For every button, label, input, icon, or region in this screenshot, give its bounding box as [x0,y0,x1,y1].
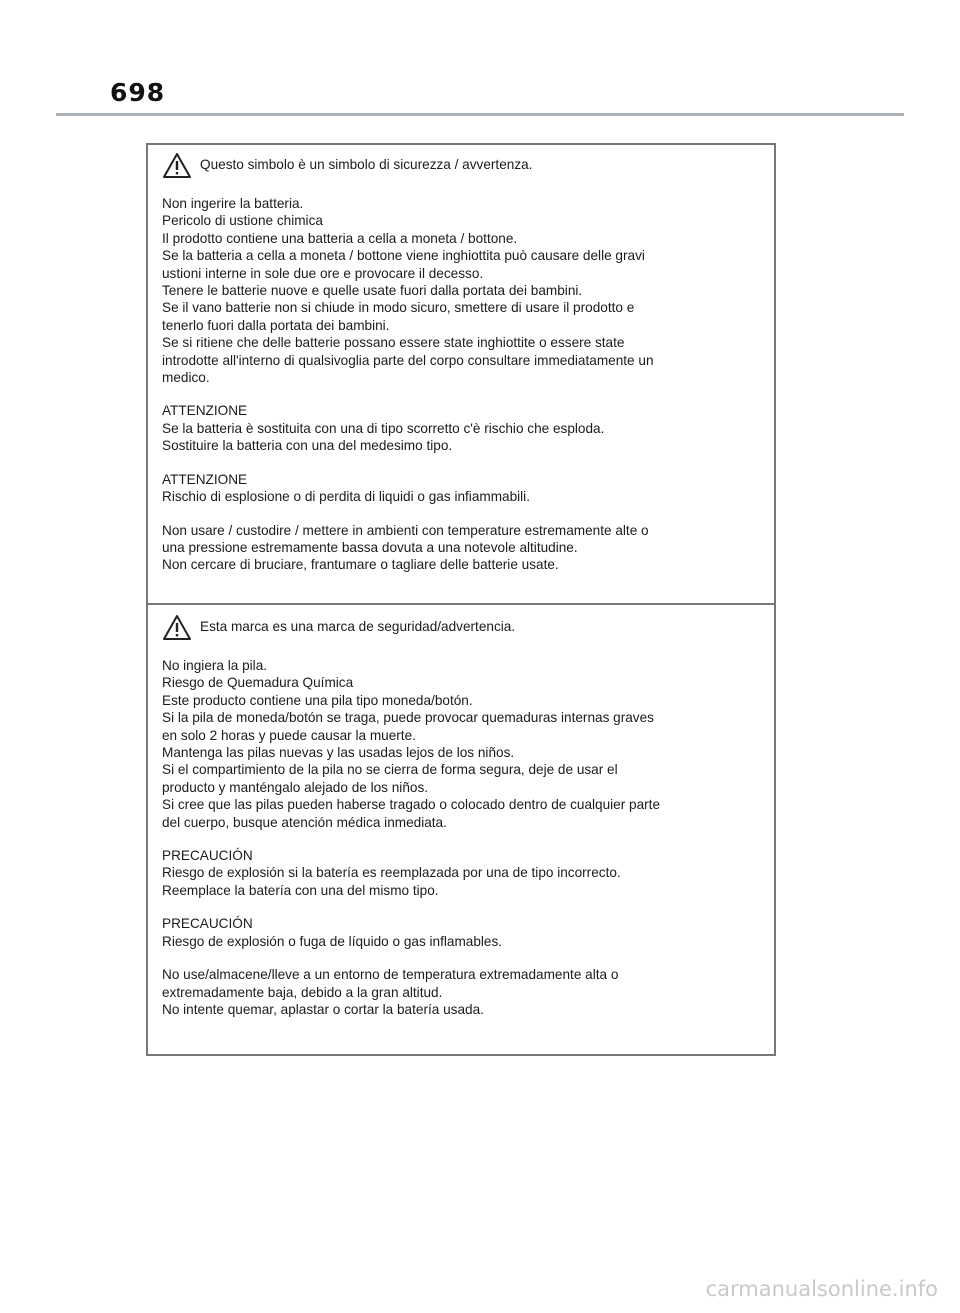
text-line: Tenere le batterie nuove e quelle usate fuori dalla portata dei bambini. [162,283,583,299]
text-line: del cuerpo, busque atención médica inmediata. [162,814,447,830]
text-line: Si cree que las pilas pueden haberse tragado o colocado dentro de cualquier parte [162,797,661,813]
text-line: ATTENZIONE [162,471,248,487]
text-line: Se il vano batterie non si chiude in modo sicuro, smettere di usare il prodotto e [162,300,635,316]
warning-header-italian [162,152,766,180]
header-divider [56,113,904,116]
text-line: en solo 2 horas y puede causar la muerte. [162,727,416,743]
text-line: No use/almacene/lleve a un entorno de temperatura extremadamente alta o [162,967,619,983]
text-line: tenerlo fuori dalla portata dei bambini. [162,317,390,333]
text-line: Si el compartimiento de la pila no se cierra de forma segura, deje de usar el [162,762,618,778]
text-line: medico. [162,370,210,386]
paragraph [162,966,766,1018]
text-line: No ingiera la pila. [162,658,268,673]
paragraph [162,657,766,831]
warning-header-spanish [162,614,766,642]
paragraph [162,471,766,506]
text-line: introdotte all'interno di qualsivoglia parte del corpo consultare immediatamente un [162,352,654,368]
text-line: Non cercare di bruciare, frantumare o tagliare delle batterie usate. [162,557,559,573]
text-line: extremadamente baja, debido a la gran altitud. [162,984,443,1000]
text-line: Il prodotto contiene una batteria a cella a moneta / bottone. [162,230,518,246]
text-line: Riesgo de explosión si la batería es reemplazada por una de tipo incorrecto. [162,865,621,881]
paragraph [162,915,766,950]
text-line: Non ingerire la batteria. [162,196,304,211]
text-line: Se si ritiene che delle batterie possano essere state inghiottite o essere state [162,335,625,351]
paragraph [162,522,766,574]
text-line: PRECAUCIÓN [162,916,253,932]
warning-triangle-icon [162,152,192,179]
page-number: 698 [110,78,166,107]
paragraph [162,402,766,454]
text-line: Si la pila de moneda/botón se traga, puede provocar quemaduras internas graves [162,710,654,726]
warning-triangle-icon [162,614,192,641]
text-line: Rischio di esplosione o di perdita di liquidi o gas infiammabili. [162,489,530,505]
text-line: Riesgo de explosión o fuga de líquido o gas inflamables. [162,933,503,949]
text-line: PRECAUCIÓN [162,848,253,864]
text-line: una pressione estremamente bassa dovuta a una notevole altitudine. [162,539,578,555]
text-line: Sostituire la batteria con una del medesimo tipo. [162,438,453,454]
text-line: Pericolo di ustione chimica [162,213,323,229]
text-line: ATTENZIONE [162,403,248,419]
paragraphs-spanish [162,657,766,1018]
paragraph [162,847,766,899]
text-line: Reemplace la batería con una del mismo tipo. [162,882,439,898]
text-line: Se la batteria a cella a moneta / bottone viene inghiottita può causare delle gravi [162,248,645,264]
warning-title: Esta marca es una marca de seguridad/advertencia. [200,619,516,634]
battery-safety-notice [146,143,776,1056]
text-line: ustioni interne in sole due ore e provocare il decesso. [162,265,484,281]
text-line: Riesgo de Quemadura Química [162,675,354,691]
text-line: No intente quemar, aplastar o cortar la batería usada. [162,1001,484,1017]
notice-section-spanish [148,603,774,1054]
text-line: Mantenga las pilas nuevas y las usadas lejos de los niños. [162,745,515,761]
warning-title: Questo simbolo è un simbolo di sicurezza / avvertenza. [200,157,533,172]
text-line: Este producto contiene una pila tipo moneda/botón. [162,692,473,708]
paragraphs-italian [162,195,766,574]
paragraph [162,195,766,386]
text-line: Non usare / custodire / mettere in ambienti con temperature estremamente alte o [162,522,649,538]
watermark: carmanualsonline.info [705,1277,938,1301]
text-line: Se la batteria è sostituita con una di tipo scorretto c'è rischio che esploda. [162,420,605,436]
text-line: producto y manténgalo alejado de los niños. [162,779,429,795]
notice-section-italian [148,145,774,603]
